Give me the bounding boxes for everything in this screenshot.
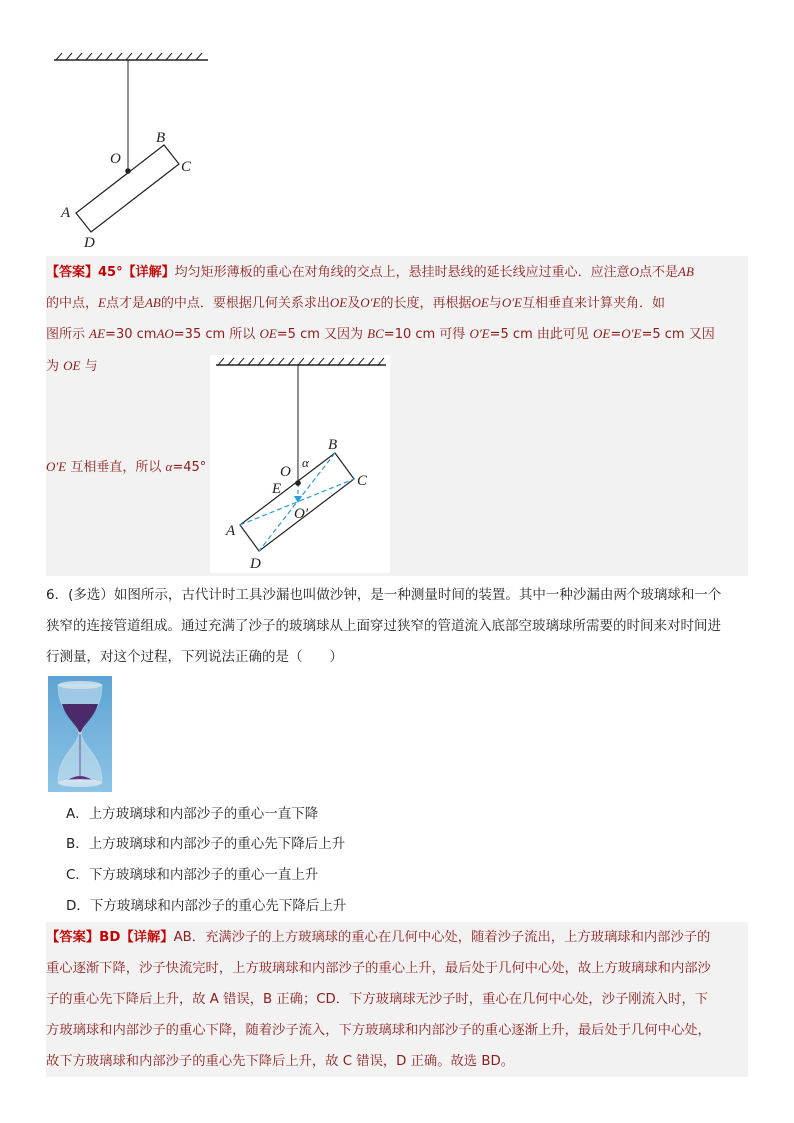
symbol-oe: OE [471, 295, 489, 310]
answer-text: 互相垂直来计算夹角．如 [522, 296, 666, 311]
answer-block-6 [46, 922, 748, 1077]
answer-text: = [610, 327, 622, 342]
hanging-plate-figure [46, 50, 216, 250]
answer-6-line-2: 重心逐渐下降，沙子快流完时，上方玻璃球和内部沙子的重心上升，最后处于几何中心处，故上方玻璃球和内部沙 [46, 961, 711, 976]
answer-text: 互相垂直，所以 [70, 460, 162, 475]
symbol-o-prime-e: O′E [501, 295, 522, 310]
answer-6-line-5: 故下方玻璃球和内部沙子的重心先下降后上升，故 C 错误，D 正确。故选 BD。 [46, 1054, 514, 1069]
symbol-alpha: α [165, 459, 173, 474]
answer-text: 的中点．要根据几何关系求出 [160, 296, 330, 311]
symbol-ae: AE [89, 326, 106, 341]
solution-diagram [210, 355, 390, 573]
fig2-label-d: D [250, 556, 261, 572]
answer-text: =10 cm 可得 [383, 327, 466, 342]
answer-text: 点不是 [639, 265, 679, 280]
symbol-o-prime-e: O′E [469, 326, 490, 341]
hourglass-image [48, 676, 112, 792]
answer-text: 点才是 [105, 296, 145, 311]
symbol-ab: AB [678, 264, 694, 279]
option-a: A．上方玻璃球和内部沙子的重心一直下降 [66, 806, 319, 822]
answer-text: 图所示 [46, 327, 86, 342]
question-6-line-2: 狭窄的连接管道组成。通过充满了沙子的玻璃球从上面穿过狭窄的管道流入底部空玻璃球所需要的时间来对时间进 [46, 618, 721, 634]
fig2-label-o: O [280, 464, 291, 480]
question-6-line-3: 行测量，对这个过程，下列说法正确的是（ ） [46, 649, 343, 665]
fig1-label-a: A [61, 205, 71, 221]
fig1-label-b: B [156, 130, 166, 146]
symbol-oe: OE [259, 326, 277, 341]
answer-text: 的长度，再根据 [380, 296, 472, 311]
answer-text: =5 cm 又因为 [276, 327, 364, 342]
answer-text: =45° [172, 460, 207, 475]
question-6-line-1: 6．(多选）如图所示，古代计时工具沙漏也叫做沙钟，是一种测量时间的装置。其中一种沙漏由两个玻璃球和一个 [46, 587, 722, 603]
fig1-label-c: C [181, 159, 192, 175]
fig2-label-c: C [357, 473, 368, 489]
answer-6-line-1: AB．充满沙子的上方玻璃球的重心在几何中心处，随着沙子流出，上方玻璃球和内部沙子的 [173, 930, 711, 945]
symbol-ab: AB [144, 295, 161, 310]
answer-text: =35 cm 所以 [173, 327, 256, 342]
symbol-ao: AO [156, 326, 174, 341]
option-b: B．上方玻璃球和内部沙子的重心先下降后上升 [66, 836, 346, 852]
symbol-o-prime-e: O′E [46, 459, 67, 474]
symbol-oe: OE [329, 295, 348, 310]
fig1-label-d: D [84, 235, 95, 250]
answer-tag: 【答案】BD【详解】 [46, 930, 174, 945]
answer-text: =5 cm 由此可见 [489, 327, 589, 342]
symbol-oe: OE [63, 358, 81, 373]
answer-text: 与 [84, 359, 98, 374]
symbol-e: E [98, 295, 106, 310]
option-d: D．下方玻璃球和内部沙子的重心先下降后上升 [66, 898, 347, 914]
answer-block-1 [46, 256, 748, 576]
symbol-oe: OE [593, 326, 611, 341]
option-c: C．下方玻璃球和内部沙子的重心一直上升 [66, 867, 319, 883]
symbol-o-prime-e: O′E [621, 326, 642, 341]
fig2-label-e: E [272, 481, 282, 497]
fig1-label-o: O [110, 151, 121, 167]
answer-text: =5 cm 又因为 [46, 327, 715, 374]
fig2-label-b: B [328, 437, 338, 453]
fig2-label-o-prime: O′ [294, 506, 309, 522]
answer-text: 与 [488, 296, 502, 311]
fig2-label-a: A [226, 523, 236, 539]
fig2-label-alpha: α [302, 455, 309, 470]
answer-6-line-4: 方玻璃球和内部沙子的重心下降，随着沙子流入，下方玻璃球和内部沙子的重心逐渐上升，最后处于几何中心处， [46, 1023, 711, 1038]
symbol-o-prime-e: O′E [360, 295, 381, 310]
answer-text: 及 [347, 296, 361, 311]
symbol-bc: BC [367, 326, 384, 341]
answer-6-line-3: 子的重心先下降后上升，故 A 错误，B 正确；CD．下方玻璃球无沙子时，重心在几何中心处，沙子刚流入时，下 [46, 992, 709, 1007]
answer-text: =30 cm [105, 327, 157, 342]
answer-text: 均匀矩形薄板的重心在对角线的交点上，悬挂时悬线的延长线应过重心．应注意 [174, 265, 630, 280]
answer-text: 的中点， [46, 296, 99, 311]
answer-tag: 【答案】45°【详解】 [46, 265, 175, 280]
symbol-o: O [629, 264, 639, 279]
